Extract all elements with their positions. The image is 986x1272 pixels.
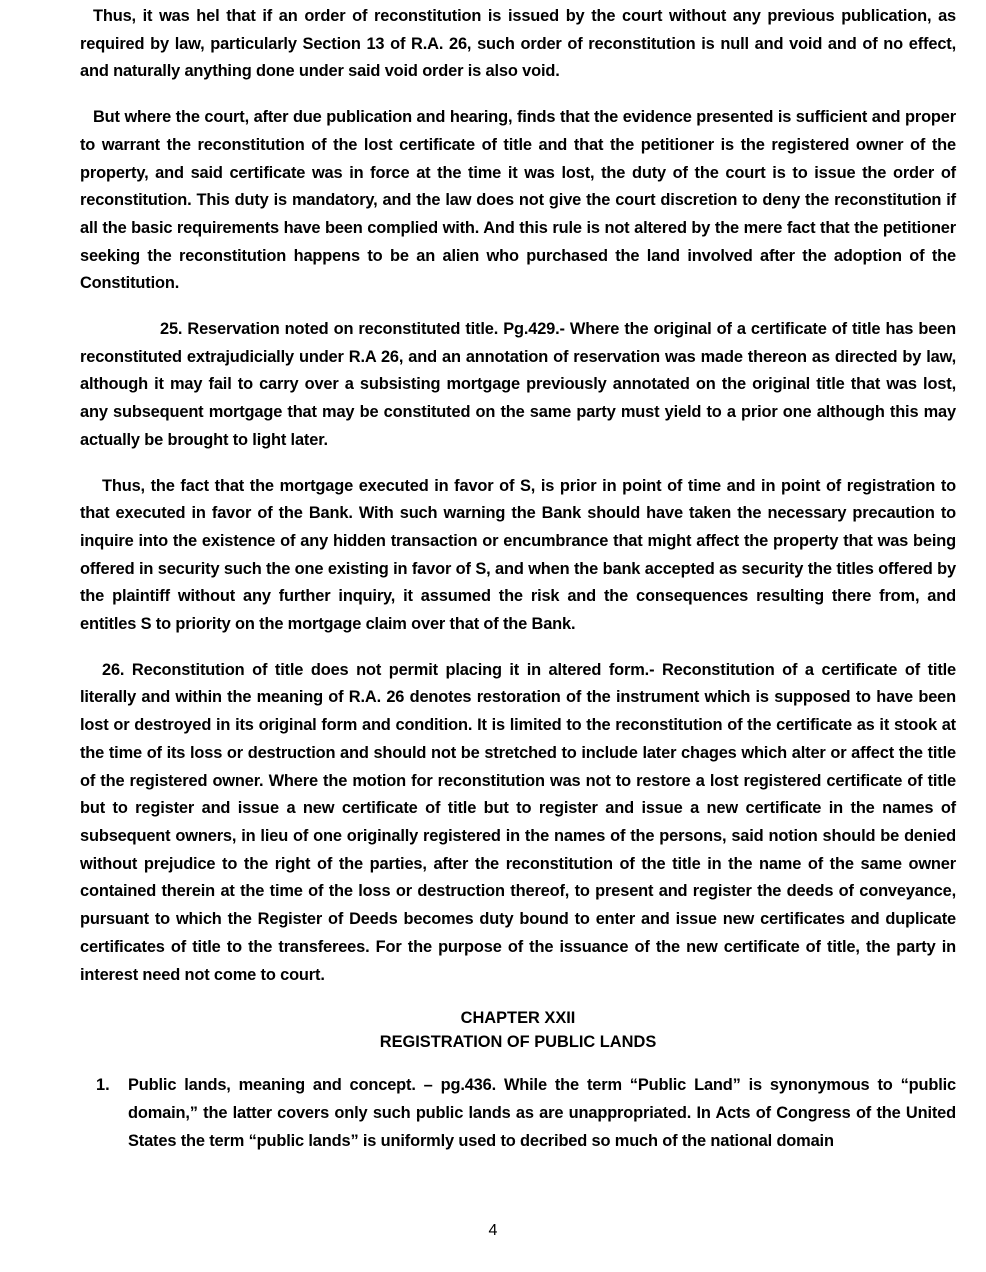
chapter-number: CHAPTER XXII: [460, 1009, 576, 1028]
paragraph-mortgage-priority: Thus, the fact that the mortgage executed in favor of S, is prior in point of time and in point of registration to that executed in favor of the Bank. With such warning the Bank should have taken the necessary precaution to inquire into the existence of any hidden transaction or encumbrance that might affect the property that was being offered in security such the one existing in favor of S, and when the bank accepted as security the titles offered by the plaintiff without any further inquiry, it assumed the risk and the consequences resulting there from, and entitles S to priority on the mortgage claim over that of the Bank.: [80, 476, 956, 634]
page-number: 4: [488, 1222, 498, 1239]
list-item-text: Public lands, meaning and concept. – pg.436. While the term “Public Land” is synonymous to “public domain,” the latter covers only such public lands as are unappropriated. In Acts of Congress of the United States the term “public lands” is uniformly used to decribed so much of the national domain: [128, 1076, 956, 1150]
paragraph-duty-mandatory: But where the court, after due publication and hearing, finds that the evidence presented is sufficient and proper to warrant the reconstitution of the lost certificate of title and that the petitioner is the registered owner of the property, and said certificate was in force at the time it was lost, the duty of the court is to issue the order of reconstitution. This duty is mandatory, and the law does not give the court discretion to deny the reconstitution if all the basic requirements have been complied with. And this rule is not altered by the mere fact that the petitioner seeking the reconstitution happens to be an alien who purchased the land involved after the adoption of the Constitution.: [80, 108, 956, 293]
paragraph-section-25: 25. Reservation noted on reconstituted title. Pg.429.- Where the original of a certificate of title has been reconstituted extrajudicially under R.A 26, and an annotation of reservation was made thereon as directed by law, although it may fail to carry over a subsisting mortgage previously annotated on the original title that was lost, any subsequent mortgage that may be constituted on the same party must yield to a prior one although this may actually be brought to light later.: [80, 320, 956, 449]
list-item: [80, 1072, 956, 1155]
chapter-title: REGISTRATION OF PUBLIC LANDS: [379, 1032, 657, 1051]
document-page: [80, 3, 956, 1155]
paragraph-void-order: Thus, it was hel that if an order of reconstitution is issued by the court without any previous publication, as required by law, particularly Section 13 of R.A. 26, such order of reconstitution is null and void and of no effect, and naturally anything done under said void order is also void.: [80, 7, 956, 81]
paragraph-section-26: 26. Reconstitution of title does not permit placing it in altered form.- Reconstitution of a certificate of title literally and within the meaning of R.A. 26 denotes restoration of the instrument which is supposed to have been lost or destroyed in its original form and condition. It is limited to the reconstitution of the certificate as it stook at the time of its loss or destruction and should not be stretched to include later chages which alter or affect the title of the registered owner. Where the motion for reconstitution was not to restore a lost registered certificate of title but to register and issue a new certificate of title but to register and issue a new certificate in the names of subsequent owners, in lieu of one originally registered in the names of the persons, said notion should be denied without prejudice to the right of the parties, after the reconstitution of the title in the name of the same owner contained therein at the time of the loss or destruction thereof, to present and register the deeds of conveyance, pursuant to which the Register of Deeds becomes duty bound to enter and issue new certificates and duplicate certificates of title to the transferees. For the purpose of the issuance of the new certificate of title, the party in interest need not come to court.: [80, 660, 956, 984]
chapter-heading: [80, 1007, 956, 1054]
list-item-number: 1.: [96, 1076, 110, 1095]
